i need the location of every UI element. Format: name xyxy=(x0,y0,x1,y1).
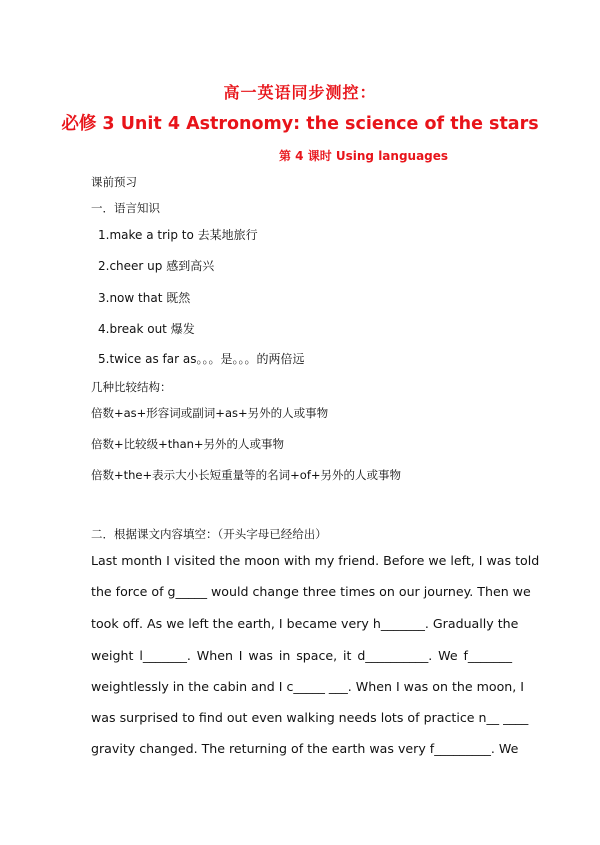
vocab-item: 1.make a trip to 去某地旅行 xyxy=(98,228,258,242)
comparison-rule: 倍数+as+形容词或副词+as+另外的人或事物 xyxy=(91,406,329,420)
unit-title: 必修 3 Unit 4 Astronomy: the science of the stars xyxy=(61,114,539,134)
vocab-item: 4.break out 爆发 xyxy=(98,322,195,336)
vocab-item: 5.twice as far as。。。是。。。的两倍远 xyxy=(98,352,305,366)
vocab-item: 3.now that 既然 xyxy=(98,291,191,305)
comparison-rule: 倍数+比较级+than+另外的人或事物 xyxy=(91,437,285,451)
passage-line: Last month I visited the moon with my friend. Before we left, I was told xyxy=(91,553,540,568)
section-1-heading: 一．语言知识 xyxy=(91,201,160,215)
passage-line: was surprised to find out even walking needs lots of practice n__ ____ xyxy=(91,710,529,725)
comparison-heading: 几种比较结构： xyxy=(91,380,172,394)
section-2-heading: 二．根据课文内容填空：（开头字母已经给出） xyxy=(91,527,327,541)
passage-line: weight l_______. When I was in space, it d__________. We f_______ xyxy=(91,648,512,663)
vocab-item: 2.cheer up 感到高兴 xyxy=(98,259,215,273)
passage-line: weightlessly in the cabin and I c_____ ___. When I was on the moon, I xyxy=(91,679,524,694)
passage-line: took off. As we left the earth, I became very h_______. Gradually the xyxy=(91,616,519,631)
document-title-chinese: 高一英语同步测控： xyxy=(223,83,377,102)
preview-heading: 课前预习 xyxy=(91,175,137,189)
comparison-rule: 倍数+the+表示大小长短重量等的名词+of+另外的人或事物 xyxy=(91,468,401,482)
lesson-title: 第 4 课时 Using languages xyxy=(279,149,449,163)
passage-line: the force of g_____ would change three times on our journey. Then we xyxy=(91,584,531,599)
passage-line: gravity changed. The returning of the earth was very f_________. We xyxy=(91,741,519,756)
